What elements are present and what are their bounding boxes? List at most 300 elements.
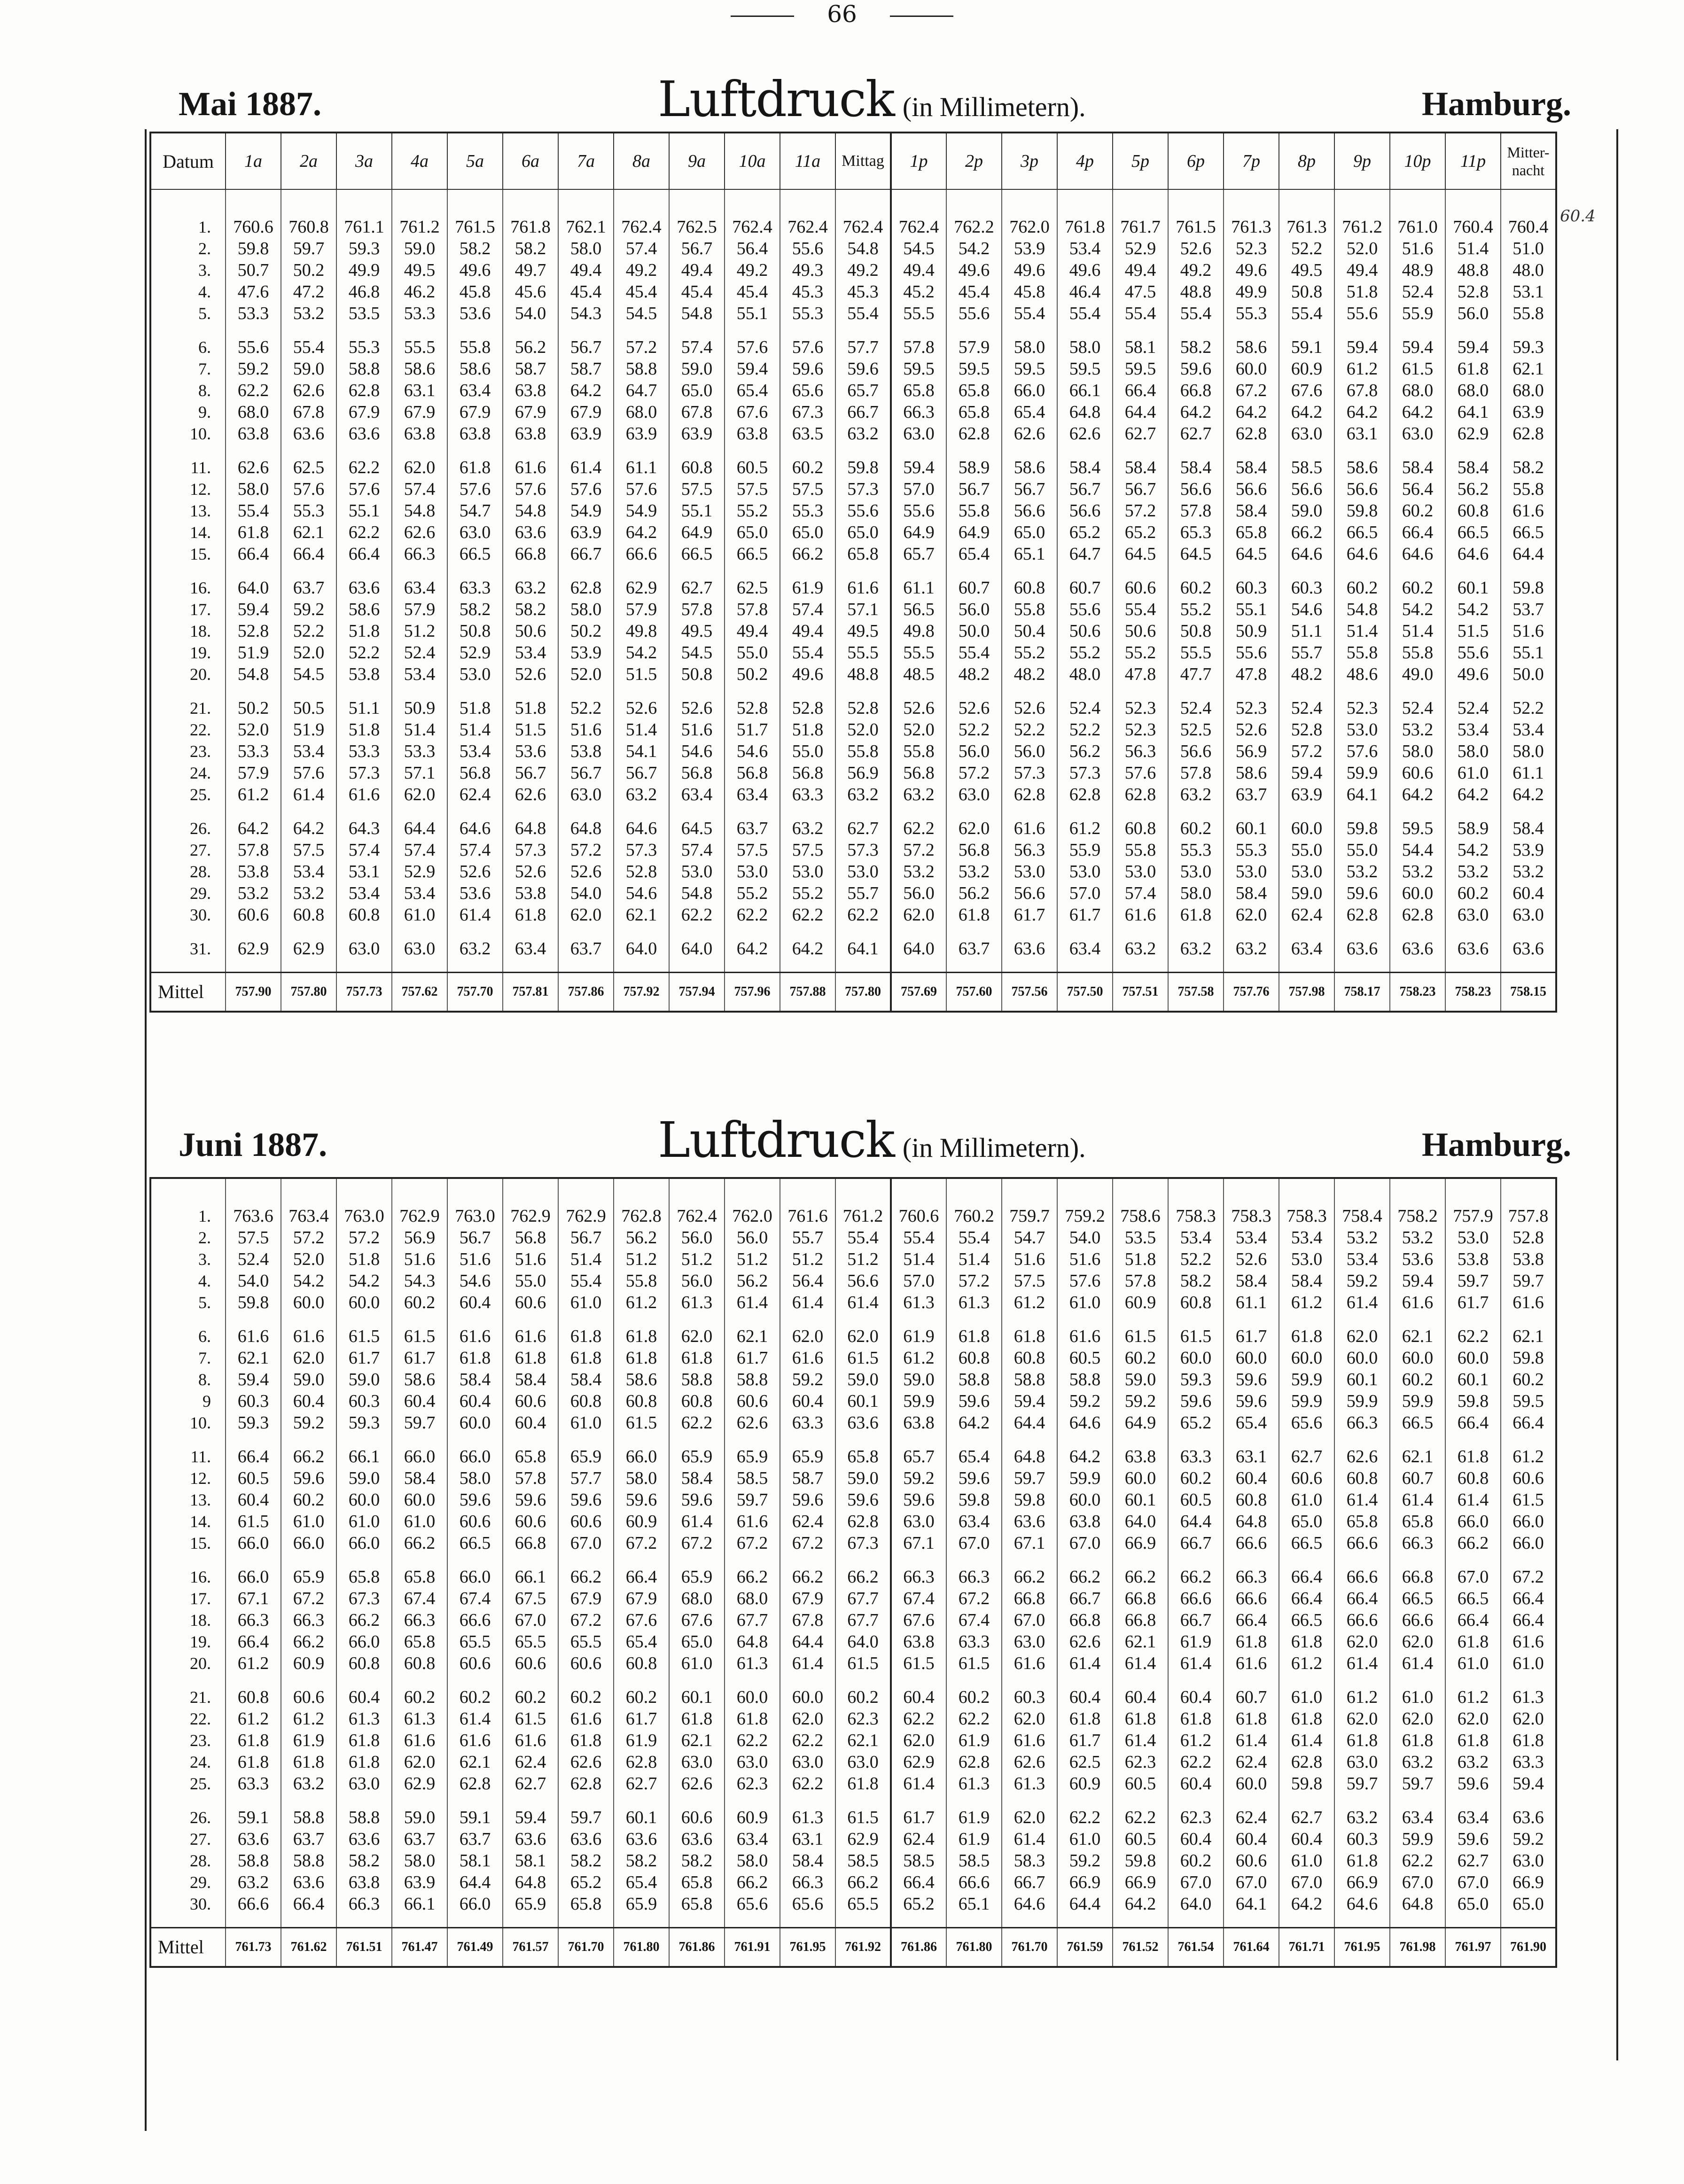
value-cell: 60.0 (780, 1686, 835, 1708)
value-cell: 60.9 (281, 1653, 336, 1674)
value-cell: 59.0 (1113, 1369, 1168, 1390)
value-cell: 57.3 (336, 762, 392, 784)
value-cell: 64.2 (558, 380, 614, 401)
value-cell: 63.3 (1168, 1446, 1224, 1467)
value-cell: 761.2 (392, 216, 447, 238)
spacer-cell (503, 1178, 558, 1205)
value-cell: 59.6 (1224, 1390, 1279, 1412)
value-cell: 58.4 (558, 1369, 614, 1390)
spacer-cell (503, 926, 558, 938)
spacer-cell (1334, 1915, 1390, 1928)
mean-cell: 757.51 (1113, 973, 1168, 1012)
value-cell: 63.2 (780, 818, 835, 839)
value-cell: 54.4 (1390, 839, 1445, 861)
spacer-cell (1501, 1674, 1556, 1686)
value-cell: 54.0 (558, 882, 614, 904)
value-cell: 64.8 (725, 1631, 780, 1653)
mean-cell: 757.94 (669, 973, 725, 1012)
value-cell: 49.5 (1279, 259, 1334, 281)
value-cell: 62.6 (558, 1751, 614, 1773)
spacer-cell (1002, 805, 1057, 818)
value-cell: 55.6 (946, 303, 1002, 324)
spacer-cell (447, 1554, 503, 1566)
spacer-cell (1334, 1313, 1390, 1326)
spacer-cell (891, 959, 946, 973)
spacer-cell (614, 189, 669, 216)
value-cell: 63.4 (669, 784, 725, 805)
hour-label: 8a (632, 151, 650, 171)
spacer-cell (946, 805, 1002, 818)
value-cell: 57.6 (725, 336, 780, 358)
spacer-cell (336, 685, 392, 697)
value-cell: 58.1 (447, 1850, 503, 1872)
value-cell: 57.8 (1168, 500, 1224, 522)
value-cell: 67.2 (1501, 1566, 1556, 1588)
value-cell: 48.2 (1002, 663, 1057, 685)
spacer-cell (281, 926, 336, 938)
value-cell: 60.2 (1501, 1369, 1556, 1390)
spacer-cell (1279, 1674, 1334, 1686)
value-cell: 60.1 (1113, 1489, 1168, 1511)
table-row (150, 1653, 1556, 1674)
value-cell: 59.2 (226, 358, 281, 380)
value-cell: 758.3 (1224, 1205, 1279, 1227)
value-cell: 55.5 (891, 642, 946, 663)
spacer-cell (447, 1794, 503, 1807)
value-cell: 66.0 (447, 1446, 503, 1467)
value-cell: 54.6 (614, 882, 669, 904)
value-cell: 60.9 (725, 1807, 780, 1828)
value-cell: 54.6 (725, 741, 780, 762)
value-cell: 763.4 (281, 1205, 336, 1227)
value-cell: 56.6 (1002, 882, 1057, 904)
value-cell: 60.4 (447, 1292, 503, 1313)
city-label: Hamburg. (1421, 85, 1571, 123)
value-cell: 67.0 (1168, 1872, 1224, 1893)
value-cell: 61.5 (946, 1653, 1002, 1674)
spacer-cell (1113, 685, 1168, 697)
value-cell: 63.6 (1002, 1511, 1057, 1532)
spacer-cell (614, 1178, 669, 1205)
value-cell: 64.2 (1279, 401, 1334, 423)
value-cell: 63.3 (447, 577, 503, 599)
date-cell: 20. (150, 1653, 226, 1674)
spacer-cell (1390, 1554, 1445, 1566)
value-cell: 50.6 (1057, 620, 1113, 642)
value-cell: 52.6 (1224, 1248, 1279, 1270)
spacer-cell (669, 445, 725, 457)
value-cell: 64.7 (1057, 543, 1113, 565)
value-cell: 62.8 (447, 1773, 503, 1794)
value-cell: 59.7 (1002, 1467, 1057, 1489)
value-cell: 67.9 (558, 401, 614, 423)
value-cell: 63.6 (336, 1828, 392, 1850)
value-cell: 65.8 (835, 543, 891, 565)
value-cell: 61.0 (1057, 1292, 1113, 1313)
spacer-cell (1279, 1915, 1334, 1928)
value-cell: 61.8 (725, 1708, 780, 1730)
value-cell: 63.7 (725, 818, 780, 839)
value-cell: 61.3 (669, 1292, 725, 1313)
value-cell: 63.7 (392, 1828, 447, 1850)
value-cell: 60.6 (503, 1390, 558, 1412)
value-cell: 51.2 (669, 1248, 725, 1270)
value-cell: 67.6 (1279, 380, 1334, 401)
value-cell: 51.8 (447, 697, 503, 719)
value-cell: 58.8 (669, 1369, 725, 1390)
table-row (150, 1609, 1556, 1631)
value-cell: 64.2 (1334, 401, 1390, 423)
value-cell: 60.8 (226, 1686, 281, 1708)
spacer-cell (447, 1674, 503, 1686)
spacer-cell (1057, 1434, 1113, 1446)
spacer-cell (835, 1794, 891, 1807)
value-cell: 60.4 (392, 1390, 447, 1412)
value-cell: 762.4 (614, 216, 669, 238)
value-cell: 62.6 (1057, 1631, 1113, 1653)
table-row (150, 1292, 1556, 1313)
value-cell: 60.1 (1445, 577, 1501, 599)
value-cell: 52.3 (1113, 719, 1168, 741)
spacer-cell (1113, 1794, 1168, 1807)
value-cell: 67.4 (946, 1609, 1002, 1631)
spacer-cell (835, 1313, 891, 1326)
hour-label: 11a (795, 151, 821, 171)
value-cell: 66.4 (1279, 1588, 1334, 1609)
spacer-cell (447, 189, 503, 216)
value-cell: 51.7 (725, 719, 780, 741)
value-cell: 58.0 (1501, 741, 1556, 762)
date-cell: 10. (150, 1412, 226, 1434)
header-hour (1057, 133, 1113, 189)
value-cell: 66.0 (1501, 1532, 1556, 1554)
value-cell: 59.2 (780, 1369, 835, 1390)
value-cell: 68.0 (226, 401, 281, 423)
value-cell: 62.1 (1113, 1631, 1168, 1653)
spacer-cell (1168, 189, 1224, 216)
value-cell: 62.4 (447, 784, 503, 805)
mean-cell: 761.90 (1501, 1928, 1556, 1967)
value-cell: 64.2 (1390, 784, 1445, 805)
value-cell: 59.6 (614, 1489, 669, 1511)
mean-cell: 761.49 (447, 1928, 503, 1967)
value-cell: 61.0 (392, 904, 447, 926)
date-cell: 6. (150, 336, 226, 358)
value-cell: 53.8 (336, 663, 392, 685)
value-cell: 61.9 (1168, 1631, 1224, 1653)
value-cell: 62.6 (226, 457, 281, 478)
value-cell: 57.8 (226, 839, 281, 861)
value-cell: 64.6 (447, 818, 503, 839)
value-cell: 61.2 (891, 1347, 946, 1369)
mean-cell: 757.90 (226, 973, 281, 1012)
value-cell: 66.0 (447, 1566, 503, 1588)
value-cell: 60.8 (614, 1390, 669, 1412)
mean-cell: 761.57 (503, 1928, 558, 1967)
value-cell: 50.8 (1168, 620, 1224, 642)
value-cell: 67.2 (614, 1532, 669, 1554)
value-cell: 64.9 (946, 522, 1002, 543)
spacer-cell (447, 324, 503, 336)
value-cell: 61.4 (1445, 1489, 1501, 1511)
value-cell: 760.6 (891, 1205, 946, 1227)
value-cell: 60.5 (1113, 1828, 1168, 1850)
value-cell: 59.4 (1501, 1773, 1556, 1794)
group-gap (150, 926, 1556, 938)
value-cell: 64.0 (835, 1631, 891, 1653)
spacer-cell (1057, 1178, 1113, 1205)
value-cell: 55.8 (1501, 478, 1556, 500)
value-cell: 56.7 (946, 478, 1002, 500)
spacer-cell (1002, 1178, 1057, 1205)
spacer-cell (1168, 959, 1224, 973)
value-cell: 762.0 (725, 1205, 780, 1227)
value-cell: 57.2 (281, 1227, 336, 1248)
value-cell: 61.8 (336, 1730, 392, 1751)
section-title (0, 66, 1684, 127)
section-title (0, 1107, 1684, 1168)
value-cell: 59.4 (1390, 1270, 1445, 1292)
value-cell: 57.6 (780, 336, 835, 358)
value-cell: 49.7 (503, 259, 558, 281)
value-cell: 61.8 (1224, 1631, 1279, 1653)
value-cell: 57.6 (1057, 1270, 1113, 1292)
value-cell: 51.8 (1334, 281, 1390, 303)
value-cell: 63.0 (1501, 904, 1556, 926)
value-cell: 67.2 (281, 1588, 336, 1609)
value-cell: 58.8 (336, 1807, 392, 1828)
value-cell: 62.6 (1057, 423, 1113, 445)
value-cell: 64.8 (1057, 401, 1113, 423)
table-row (150, 522, 1556, 543)
value-cell: 46.2 (392, 281, 447, 303)
table-row (150, 882, 1556, 904)
value-cell: 61.6 (1002, 1730, 1057, 1751)
value-cell: 63.0 (891, 423, 946, 445)
value-cell: 52.4 (1390, 281, 1445, 303)
value-cell: 61.5 (336, 1326, 392, 1347)
value-cell: 59.3 (226, 1412, 281, 1434)
value-cell: 61.8 (669, 1708, 725, 1730)
value-cell: 61.6 (447, 1326, 503, 1347)
value-cell: 53.6 (447, 882, 503, 904)
value-cell: 61.2 (1334, 1686, 1390, 1708)
spacer-cell (669, 685, 725, 697)
value-cell: 63.8 (725, 423, 780, 445)
value-cell: 61.8 (503, 904, 558, 926)
mean-cell: 757.73 (336, 973, 392, 1012)
spacer-cell (669, 1313, 725, 1326)
value-cell: 66.8 (503, 543, 558, 565)
value-cell: 63.0 (1002, 1631, 1057, 1653)
value-cell: 52.8 (835, 697, 891, 719)
spacer-cell (1334, 1794, 1390, 1807)
value-cell: 55.3 (281, 500, 336, 522)
value-cell: 62.6 (281, 380, 336, 401)
spacer-cell (336, 1313, 392, 1326)
value-cell: 62.8 (614, 1751, 669, 1773)
value-cell: 60.7 (1057, 577, 1113, 599)
value-cell: 60.2 (1168, 818, 1224, 839)
mean-cell: 761.62 (281, 1928, 336, 1967)
value-cell: 53.3 (392, 741, 447, 762)
value-cell: 60.6 (725, 1390, 780, 1412)
value-cell: 52.9 (1113, 238, 1168, 259)
value-cell: 60.2 (1168, 577, 1224, 599)
value-cell: 62.9 (226, 938, 281, 959)
value-cell: 64.4 (1113, 401, 1168, 423)
value-cell: 67.9 (336, 401, 392, 423)
value-cell: 66.8 (1002, 1588, 1057, 1609)
value-cell: 63.0 (725, 1751, 780, 1773)
spacer-cell (891, 685, 946, 697)
value-cell: 49.4 (558, 259, 614, 281)
value-cell: 758.2 (1390, 1205, 1445, 1227)
value-cell: 61.4 (447, 1708, 503, 1730)
value-cell: 52.4 (1168, 697, 1224, 719)
spacer-cell (1390, 1313, 1445, 1326)
value-cell: 52.8 (1279, 719, 1334, 741)
value-cell: 61.8 (1334, 1850, 1390, 1872)
value-cell: 62.1 (447, 1751, 503, 1773)
value-cell: 58.2 (558, 1850, 614, 1872)
value-cell: 56.2 (1057, 741, 1113, 762)
value-cell: 62.8 (558, 577, 614, 599)
value-cell: 53.8 (503, 882, 558, 904)
value-cell: 60.6 (1501, 1467, 1556, 1489)
value-cell: 56.6 (1057, 500, 1113, 522)
value-cell: 63.4 (1279, 938, 1334, 959)
value-cell: 57.1 (392, 762, 447, 784)
value-cell: 53.1 (1501, 281, 1556, 303)
value-cell: 66.6 (1390, 1609, 1445, 1631)
value-cell: 60.4 (1057, 1686, 1113, 1708)
group-gap (150, 1434, 1556, 1446)
value-cell: 62.8 (835, 1511, 891, 1532)
value-cell: 65.9 (725, 1446, 780, 1467)
value-cell: 49.2 (835, 259, 891, 281)
value-cell: 66.6 (1334, 1609, 1390, 1631)
value-cell: 65.5 (447, 1631, 503, 1653)
value-cell: 61.2 (614, 1292, 669, 1313)
value-cell: 57.6 (1334, 741, 1390, 762)
value-cell: 58.0 (614, 1467, 669, 1489)
date-cell: 20. (150, 663, 226, 685)
value-cell: 64.8 (1002, 1446, 1057, 1467)
table-row (150, 303, 1556, 324)
value-cell: 61.8 (1279, 1708, 1334, 1730)
value-cell: 59.0 (392, 1807, 447, 1828)
value-cell: 56.8 (946, 839, 1002, 861)
value-cell: 61.4 (558, 457, 614, 478)
spacer-cell (669, 805, 725, 818)
spacer-cell (226, 1434, 281, 1446)
value-cell: 62.2 (669, 1412, 725, 1434)
value-cell: 59.4 (1279, 762, 1334, 784)
value-cell: 762.5 (669, 216, 725, 238)
value-cell: 762.4 (780, 216, 835, 238)
value-cell: 58.4 (1224, 882, 1279, 904)
value-cell: 59.4 (1334, 336, 1390, 358)
value-cell: 58.1 (503, 1850, 558, 1872)
value-cell: 60.6 (1113, 577, 1168, 599)
value-cell: 61.8 (1279, 1631, 1334, 1653)
spacer-cell (1390, 445, 1445, 457)
table-row (150, 620, 1556, 642)
spacer-cell (1279, 926, 1334, 938)
value-cell: 57.2 (558, 839, 614, 861)
value-cell: 53.2 (226, 882, 281, 904)
value-cell: 60.8 (1002, 577, 1057, 599)
value-cell: 56.2 (503, 336, 558, 358)
value-cell: 64.5 (1168, 543, 1224, 565)
table-row (150, 1489, 1556, 1511)
value-cell: 61.6 (226, 1326, 281, 1347)
mean-cell: 757.76 (1224, 973, 1279, 1012)
header-hour (503, 133, 558, 189)
value-cell: 58.6 (392, 1369, 447, 1390)
value-cell: 56.0 (1445, 303, 1501, 324)
value-cell: 66.2 (1113, 1566, 1168, 1588)
value-cell: 55.0 (503, 1270, 558, 1292)
value-cell: 58.6 (392, 358, 447, 380)
value-cell: 50.8 (669, 663, 725, 685)
value-cell: 58.5 (891, 1850, 946, 1872)
value-cell: 63.0 (447, 522, 503, 543)
value-cell: 62.0 (891, 1730, 946, 1751)
spacer-cell (558, 1915, 614, 1928)
value-cell: 55.6 (891, 500, 946, 522)
spacer-cell (281, 959, 336, 973)
group-gap (150, 1674, 1556, 1686)
value-cell: 64.2 (780, 938, 835, 959)
value-cell: 63.9 (558, 522, 614, 543)
value-cell: 49.4 (891, 259, 946, 281)
value-cell: 52.0 (835, 719, 891, 741)
value-cell: 55.0 (780, 741, 835, 762)
value-cell: 66.5 (1445, 522, 1501, 543)
value-cell: 59.6 (1224, 1369, 1279, 1390)
value-cell: 54.9 (614, 500, 669, 522)
group-gap (150, 1313, 1556, 1326)
value-cell: 55.3 (336, 336, 392, 358)
value-cell: 59.4 (1002, 1390, 1057, 1412)
value-cell: 55.4 (1002, 303, 1057, 324)
value-cell: 61.0 (1390, 1686, 1445, 1708)
value-cell: 59.6 (1445, 1828, 1501, 1850)
spacer-cell (946, 189, 1002, 216)
table-row (150, 1828, 1556, 1850)
value-cell: 55.2 (1057, 642, 1113, 663)
value-cell: 762.9 (558, 1205, 614, 1227)
value-cell: 58.4 (1224, 1270, 1279, 1292)
spacer-row (150, 189, 1556, 216)
value-cell: 60.6 (226, 904, 281, 926)
value-cell: 62.7 (1168, 423, 1224, 445)
spacer-cell (503, 959, 558, 973)
value-cell: 58.4 (1057, 457, 1113, 478)
value-cell: 60.9 (1279, 358, 1334, 380)
value-cell: 53.2 (1390, 719, 1445, 741)
value-cell: 761.3 (1224, 216, 1279, 238)
spacer-cell (1057, 1915, 1113, 1928)
date-cell: 1. (150, 1205, 226, 1227)
value-cell: 61.5 (614, 1412, 669, 1434)
value-cell: 60.4 (1501, 882, 1556, 904)
value-cell: 60.4 (336, 1686, 392, 1708)
value-cell: 54.8 (1334, 599, 1390, 620)
value-cell: 63.2 (835, 784, 891, 805)
